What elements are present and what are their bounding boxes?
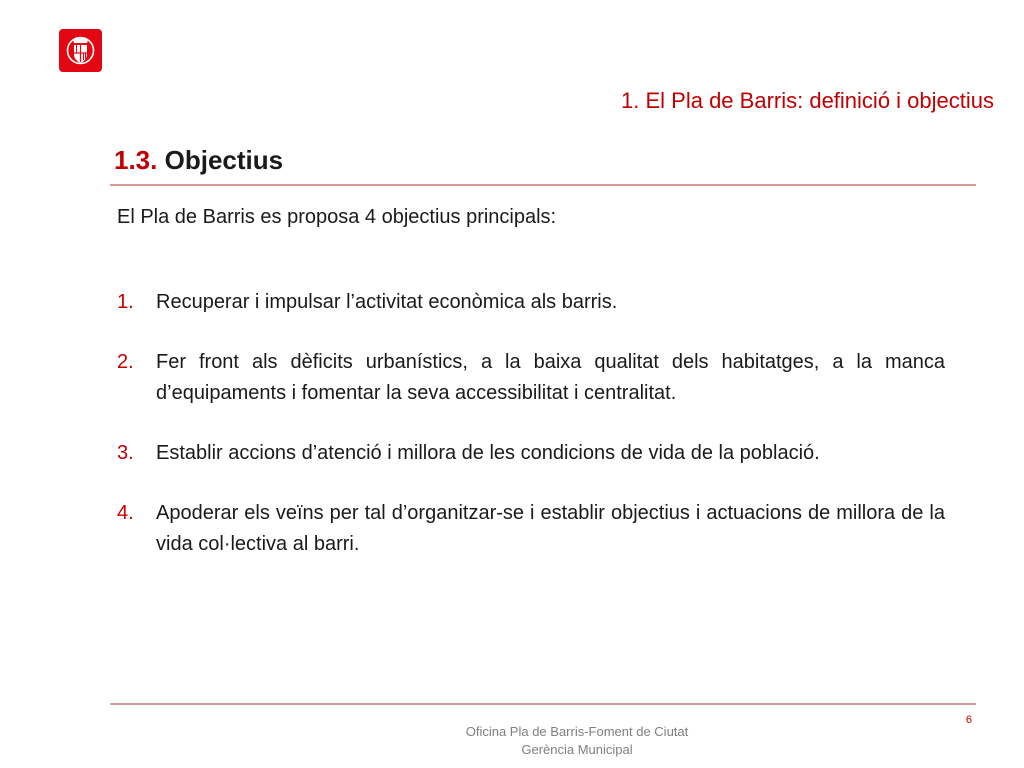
barcelona-shield-icon — [59, 29, 102, 72]
page-number: 6 — [965, 714, 972, 726]
objective-text: Fer front als dèficits urbanístics, a la baixa qualitat dels habitatges, a la manca d’equipaments i fomentar la seva accessibilitat i centralitat. — [156, 351, 945, 404]
top-divider — [110, 184, 976, 186]
objective-number: 3. — [117, 442, 134, 464]
footer-department: Gerència Municipal — [521, 742, 633, 757]
objective-number: 2. — [117, 351, 134, 373]
section-title: 1. El Pla de Barris: definició i objectius — [621, 88, 994, 113]
footer — [327, 723, 827, 759]
heading-number: 1.3. — [114, 145, 158, 175]
objectives-list — [117, 287, 945, 589]
objective-text: Recuperar i impulsar l’activitat econòmica als barris. — [156, 291, 618, 313]
objective-text: Apoderar els veïns per tal d’organitzar-se i establir objectius i actuacions de millora de la vida col·lectiva al barri. — [156, 502, 945, 555]
footer-office: Oficina Pla de Barris-Foment de Ciutat — [465, 724, 689, 739]
barcelona-logo — [59, 29, 102, 72]
bottom-divider — [110, 703, 976, 705]
objective-number: 1. — [117, 291, 134, 313]
objective-item — [117, 347, 945, 409]
objective-item — [117, 438, 945, 469]
intro-text: El Pla de Barris es proposa 4 objectius principals: — [117, 206, 557, 228]
slide-heading — [114, 145, 283, 176]
objective-item — [117, 498, 945, 560]
objective-number: 4. — [117, 502, 134, 524]
heading-title: Objectius — [164, 145, 284, 175]
objective-text: Establir accions d’atenció i millora de les condicions de vida de la població. — [156, 442, 820, 464]
objective-item — [117, 287, 945, 318]
